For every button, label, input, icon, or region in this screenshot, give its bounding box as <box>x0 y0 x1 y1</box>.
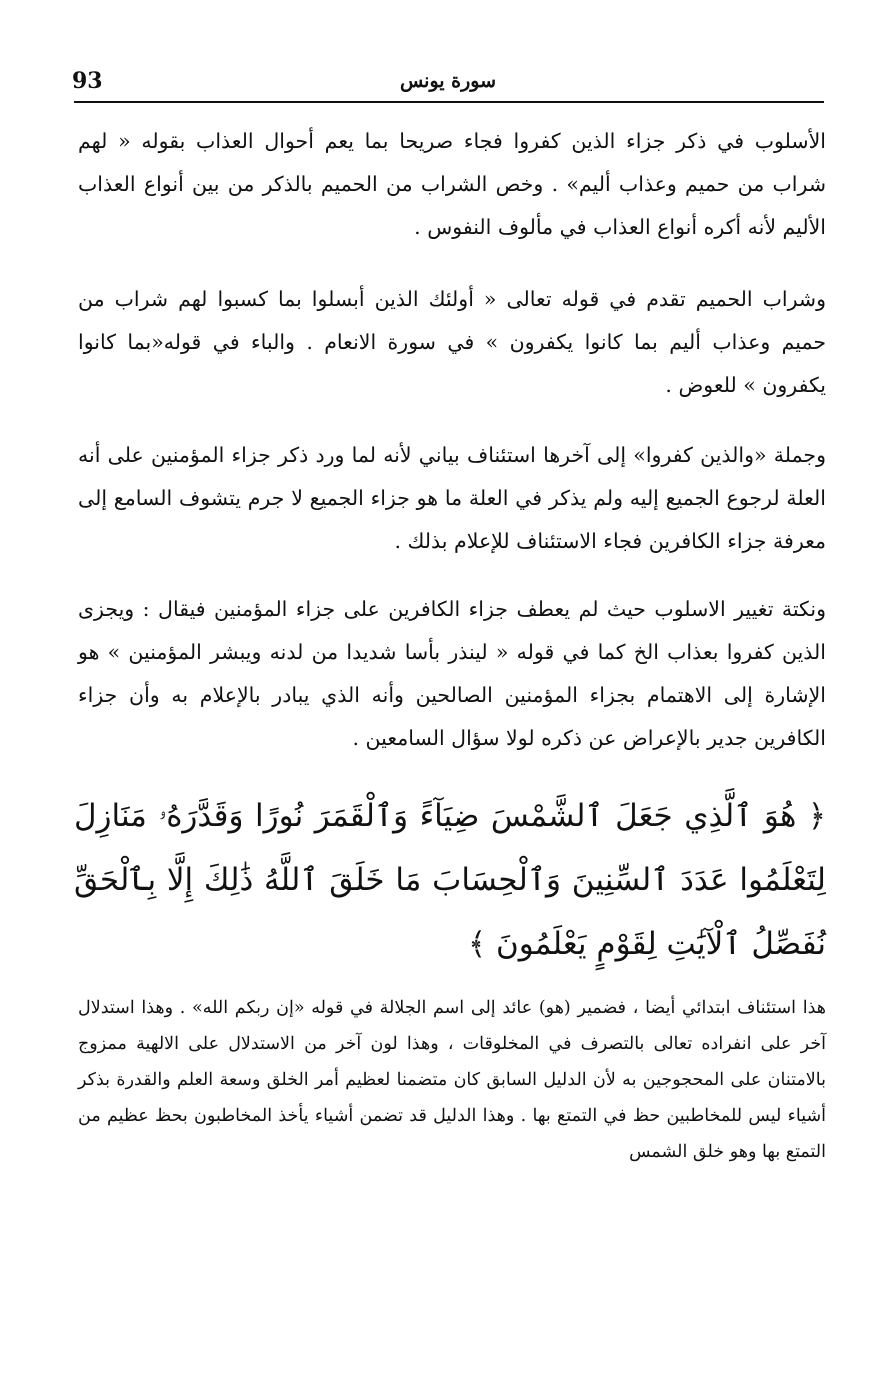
page-header <box>72 66 824 100</box>
running-title: سورة يونس <box>399 70 497 92</box>
quran-verse: ﴿ هُوَ ٱلَّذِي جَعَلَ ٱلشَّمْسَ ضِيَآءً وَٱلْقَمَرَ نُورًا وَقَدَّرَهُۥ مَنَازِلَ لِتَعْلَمُوا عَدَدَ ٱلسِّنِينَ وَٱلْحِسَابَ مَا خَلَقَ ٱللَّهُ ذَٰلِكَ إِلَّا بِٱلْحَقِّ نُفَصِّلُ ٱلْآيَٰتِ لِقَوْمٍ يَعْلَمُونَ ﴾ <box>74 798 826 962</box>
paragraph-3: وجملة «والذين كفروا» إلى آخرها استئناف بياني لأنه لما ورد ذكر جزاء المؤمنين على أنه العلة لرجوع الجميع إليه ولم يذكر في العلة ما هو جزاء الجميع لا جرم يتشوف السامع إلى معرفة جزاء الكافرين فجاء الاستئناف للإعلام بذلك . <box>78 443 826 553</box>
page-number: 93 <box>72 68 103 94</box>
paragraph-2: وشراب الحميم تقدم في قوله تعالى « أولئك الذين أبسلوا بما كسبوا لهم شراب من حميم وعذاب أليم بما كانوا يكفرون » في سورة الانعام . والباء في قوله«بما كانوا يكفرون » للعوض . <box>78 287 826 397</box>
paragraph-4: ونكتة تغيير الاسلوب حيث لم يعطف جزاء الكافرين على جزاء المؤمنين فيقال : ويجزى الذين كفروا بعذاب الخ كما في قوله « لينذر بأسا شديدا من لدنه ويبشر المؤمنين » هو الإشارة إلى الاهتمام بجزاء المؤمنين الصالحين وأنه الذي يبادر بالإعلام به وأن جزاء الكافرين جدير بالإعراض عن ذكره لولا سؤال السامعين . <box>78 597 826 750</box>
header-rule <box>74 101 824 103</box>
paragraph-1: الأسلوب في ذكر جزاء الذين كفروا فجاء صريحا بما يعم أحوال العذاب بقوله « لهم شراب من حميم وعذاب أليم» . وخص الشراب من الحميم بالذكر من بين أنواع العذاب الأليم لأنه أكره أنواع العذاب في مألوف النفوس . <box>78 129 826 239</box>
commentary-paragraph: هذا استئناف ابتدائي أيضا ، فضمير (هو) عائد إلى اسم الجلالة في قوله «إن ربكم الله» . وهذا استدلال آخر على انفراده تعالى بالتصرف في المخلوقات ، وهذا لون آخر من الاستدلال على الالهية ممزوج بالامتنان على المحجوجين به لأن الدليل السابق كان متضمنا لعظيم أمر الخلق وسعة العلم والقدرة بذكر أشياء ليس للمخاطبين حظ في التمتع بها . وهذا الدليل قد تضمن أشياء يأخذ المخاطبون بحظ عظيم من التمتع بها وهو خلق الشمس <box>78 998 826 1162</box>
